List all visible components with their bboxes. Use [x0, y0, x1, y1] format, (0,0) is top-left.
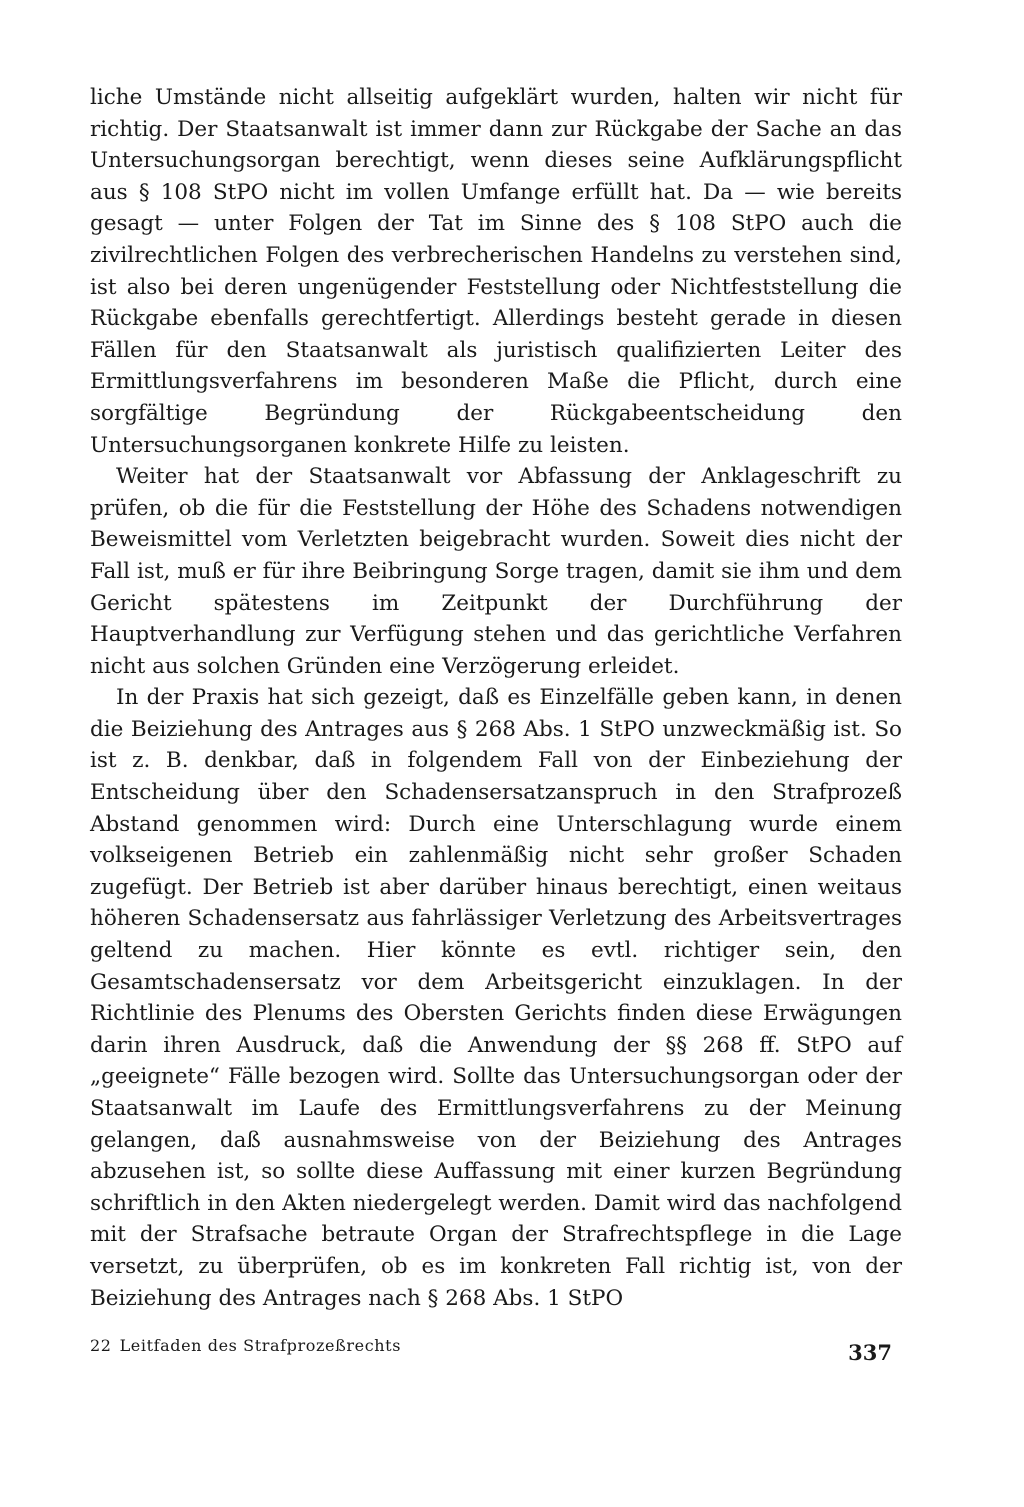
footer-book-reference: [90, 1336, 401, 1355]
page-body: [90, 82, 902, 1314]
paragraph-continuation: liche Umstände nicht allseitig aufgeklärt wurden, halten wir nicht für richtig. Der Staatsanwalt ist immer dann zur Rückgabe der Sache an das Untersuchungsorgan berechtigt, wenn dieses seine Aufklärungspflicht aus § 108 StPO nicht im vollen Umfange erfüllt hat. Da — wie bereits gesagt — unter Folgen der Tat im Sinne des § 108 StPO auch die zivilrechtlichen Folgen des verbrecherischen Handelns zu verstehen sind, ist also bei deren ungenügender Feststellung oder Nichtfeststellung die Rückgabe ebenfalls gerechtfertigt. Allerdings besteht gerade in diesen Fällen für den Staatsanwalt als juristisch qualifizierten Leiter des Ermittlungsverfahrens im besonderen Maße die Pflicht, durch eine sorgfältige Begründung der Rückgabeentscheidung den Untersuchungsorganen konkrete Hilfe zu leisten.: [90, 85, 902, 458]
book-title: Leitfaden des Strafprozeßrechts: [119, 1336, 402, 1355]
paragraph-praxis: In der Praxis hat sich gezeigt, daß es Einzelfälle geben kann, in denen die Beiziehung des Antrages aus § 268 Abs. 1 StPO unzweckmäßig ist. So ist z. B. denkbar, daß in folgendem Fall von der Einbeziehung der Entscheidung über den Schadensersatzanspruch in den Strafprozeß Abstand genommen wird: Durch eine Unterschlagung wurde einem volkseigenen Betrieb ein zahlenmäßig nicht sehr großer Schaden zugefügt. Der Betrieb ist aber darüber hinaus berechtigt, einen weitaus höheren Schadensersatz aus fahrlässiger Verletzung des Arbeitsvertrages geltend zu machen. Hier könnte es evtl. richtiger sein, den Gesamtschadensersatz vor dem Arbeitsgericht einzuklagen. In der Richtlinie des Plenums des Obersten Gerichts finden diese Erwägungen darin ihren Ausdruck, daß die Anwendung der §§ 268 ff. StPO auf „geeignete“ Fälle bezogen wird. Sollte das Untersuchungsorgan oder der Staatsanwalt im Laufe des Ermittlungsverfahrens zu der Meinung gelangen, daß ausnahmsweise von der Beiziehung des Antrages abzusehen ist, so sollte diese Auffassung mit einer kurzen Begründung schriftlich in den Akten niedergelegt werden. Damit wird das nachfolgend mit der Strafsache betraute Organ der Strafrechtspflege in die Lage versetzt, zu überprüfen, ob es im konkreten Fall richtig ist, von der Beiziehung des Antrages nach § 268 Abs. 1 StPO: [90, 685, 902, 1311]
sheet-signature: 22: [90, 1336, 112, 1355]
paragraph-anklageschrift: Weiter hat der Staatsanwalt vor Abfassung der Anklageschrift zu prüfen, ob die für die Feststellung der Höhe des Schadens notwendigen Beweismittel vom Verletzten beigebracht wurden. Soweit dies nicht der Fall ist, muß er für ihre Beibringung Sorge tragen, damit sie ihm und dem Gericht spätestens im Zeitpunkt der Durchführung der Hauptverhandlung zur Verfügung stehen und das gerichtliche Verfahren nicht aus solchen Gründen eine Verzögerung erleidet.: [90, 464, 902, 679]
page-number: 337: [848, 1340, 892, 1365]
page-footer: [90, 1336, 902, 1376]
